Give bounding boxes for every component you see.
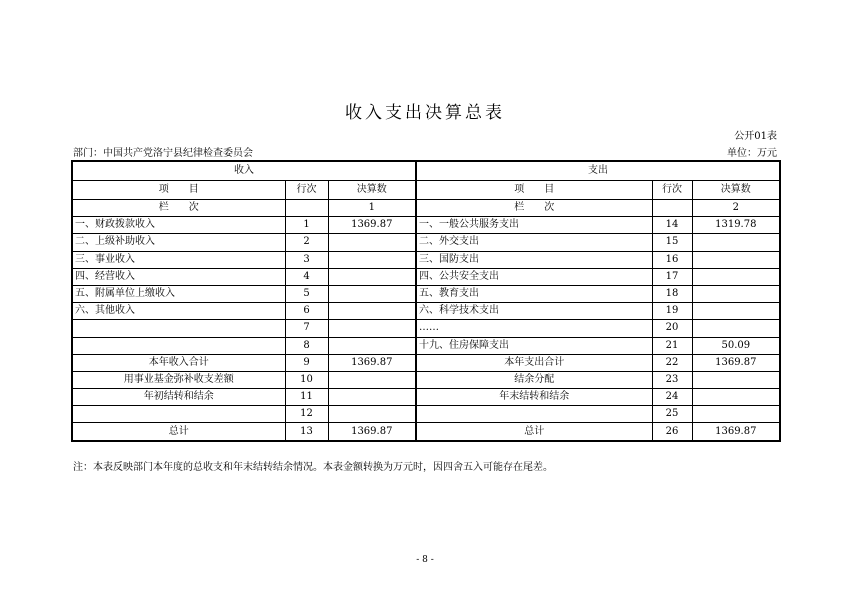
- income-row-no: 12: [285, 406, 328, 423]
- table-row: [72, 268, 780, 285]
- expense-amount-header: 决算数: [692, 181, 780, 200]
- income-amount: 1369.87: [328, 354, 416, 371]
- table-row: [72, 234, 780, 251]
- table-row: [72, 303, 780, 320]
- expense-row-no: 23: [652, 371, 692, 388]
- income-total-label: 总计: [72, 423, 285, 441]
- expense-summary-label: [416, 406, 652, 423]
- expense-row-no: 15: [652, 234, 692, 251]
- income-row-no: 9: [285, 354, 328, 371]
- total-row: [72, 423, 780, 441]
- income-summary-label: 本年收入合计: [72, 354, 285, 371]
- income-amount: [328, 251, 416, 268]
- table-column-header-row: [72, 181, 780, 200]
- income-amount: [328, 285, 416, 302]
- summary-row: [72, 389, 780, 406]
- expense-row-no: 17: [652, 268, 692, 285]
- income-item-header: 项 目: [72, 181, 285, 200]
- table-row: [72, 217, 780, 234]
- expense-amount: [692, 285, 780, 302]
- income-item: 三、事业收入: [72, 251, 285, 268]
- column-index-row: [72, 200, 780, 217]
- income-amount: [328, 234, 416, 251]
- summary-row: [72, 371, 780, 388]
- table-section-header-row: [72, 161, 780, 181]
- expense-amount: [692, 234, 780, 251]
- table-row: [72, 251, 780, 268]
- expense-total-amount: 1369.87: [692, 423, 780, 441]
- income-summary-label: 用事业基金弥补收支差额: [72, 371, 285, 388]
- page-number: - 8 -: [416, 555, 434, 565]
- income-item: 四、经营收入: [72, 268, 285, 285]
- income-row-no: 8: [285, 337, 328, 354]
- income-total-amount: 1369.87: [328, 423, 416, 441]
- income-item: 六、其他收入: [72, 303, 285, 320]
- table-row: [72, 320, 780, 337]
- expense-row-no: 16: [652, 251, 692, 268]
- income-amount-header: 决算数: [328, 181, 416, 200]
- income-item: 二、上级补助收入: [72, 234, 285, 251]
- empty-cell: [652, 200, 692, 217]
- income-item: 一、财政拨款收入: [72, 217, 285, 234]
- income-row-no: 2: [285, 234, 328, 251]
- expense-row-no: 22: [652, 354, 692, 371]
- income-column-index: 1: [328, 200, 416, 217]
- income-amount: [328, 303, 416, 320]
- expense-amount: [692, 320, 780, 337]
- unit-label: 单位：万元: [727, 148, 777, 159]
- income-row-no: 6: [285, 303, 328, 320]
- table-row: [72, 337, 780, 354]
- expense-row-no: 14: [652, 217, 692, 234]
- table-row: [72, 285, 780, 302]
- expense-item: 六、科学技术支出: [416, 303, 652, 320]
- expense-row-no: 18: [652, 285, 692, 302]
- expense-summary-label: 年末结转和结余: [416, 389, 652, 406]
- income-row-no-header: 行次: [285, 181, 328, 200]
- income-row-no: 11: [285, 389, 328, 406]
- income-row-no: 7: [285, 320, 328, 337]
- expense-column-index: 2: [692, 200, 780, 217]
- department-label: 部门：中国共产党洛宁县纪律检查委员会: [73, 148, 253, 159]
- income-row-no: 3: [285, 251, 328, 268]
- expense-row-no-header: 行次: [652, 181, 692, 200]
- income-row-no: 10: [285, 371, 328, 388]
- income-item: [72, 320, 285, 337]
- expense-item: 十九、住房保障支出: [416, 337, 652, 354]
- expense-column-label: 栏 次: [416, 200, 652, 217]
- expense-amount: [692, 389, 780, 406]
- expense-amount: [692, 371, 780, 388]
- income-amount: [328, 268, 416, 285]
- income-amount: [328, 389, 416, 406]
- expense-amount: 1319.78: [692, 217, 780, 234]
- expense-item: 三、国防支出: [416, 251, 652, 268]
- expense-item: ……: [416, 320, 652, 337]
- empty-cell: [285, 200, 328, 217]
- budget-summary-table: [71, 160, 781, 442]
- expense-amount: 50.09: [692, 337, 780, 354]
- expense-amount: [692, 303, 780, 320]
- income-row-no: 5: [285, 285, 328, 302]
- summary-row: [72, 406, 780, 423]
- table-note: 注：本表反映部门本年度的总收支和年末结转结余情况。本表金额转换为万元时，因四舍五入可能存在尾差。: [73, 462, 553, 473]
- expense-section-header: 支出: [416, 161, 780, 181]
- income-section-header: 收入: [72, 161, 416, 181]
- expense-summary-label: 结余分配: [416, 371, 652, 388]
- income-amount: 1369.87: [328, 217, 416, 234]
- expense-item: 二、外交支出: [416, 234, 652, 251]
- income-summary-label: 年初结转和结余: [72, 389, 285, 406]
- expense-item: 四、公共安全支出: [416, 268, 652, 285]
- income-row-no: 13: [285, 423, 328, 441]
- expense-row-no: 21: [652, 337, 692, 354]
- income-row-no: 4: [285, 268, 328, 285]
- income-amount: [328, 320, 416, 337]
- expense-total-label: 总计: [416, 423, 652, 441]
- expense-item-header: 项 目: [416, 181, 652, 200]
- expense-row-no: 20: [652, 320, 692, 337]
- page-title: 收入支出决算总表: [345, 103, 505, 123]
- expense-summary-label: 本年支出合计: [416, 354, 652, 371]
- income-summary-label: [72, 406, 285, 423]
- form-number: 公开01表: [734, 131, 777, 142]
- income-item: [72, 337, 285, 354]
- expense-row-no: 24: [652, 389, 692, 406]
- income-amount: [328, 337, 416, 354]
- expense-amount: 1369.87: [692, 354, 780, 371]
- expense-amount: [692, 251, 780, 268]
- expense-amount: [692, 268, 780, 285]
- income-amount: [328, 406, 416, 423]
- summary-row: [72, 354, 780, 371]
- income-row-no: 1: [285, 217, 328, 234]
- income-item: 五、附属单位上缴收入: [72, 285, 285, 302]
- expense-row-no: 19: [652, 303, 692, 320]
- expense-row-no: 26: [652, 423, 692, 441]
- income-amount: [328, 371, 416, 388]
- expense-row-no: 25: [652, 406, 692, 423]
- expense-item: 一、一般公共服务支出: [416, 217, 652, 234]
- expense-amount: [692, 406, 780, 423]
- income-column-label: 栏 次: [72, 200, 285, 217]
- expense-item: 五、教育支出: [416, 285, 652, 302]
